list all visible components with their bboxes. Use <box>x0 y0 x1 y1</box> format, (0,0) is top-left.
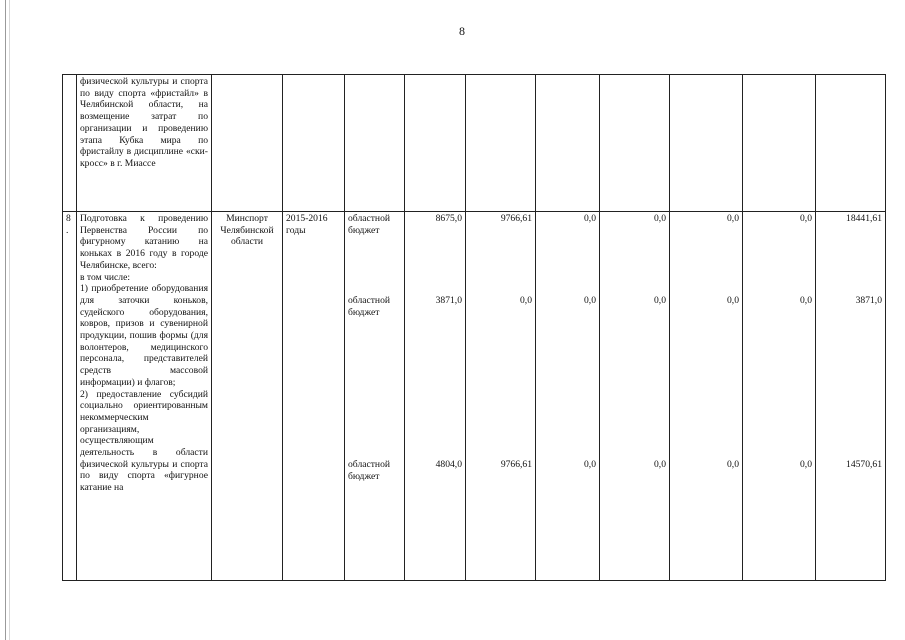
cell-source <box>345 75 405 212</box>
cell-description <box>77 212 212 581</box>
cell-value <box>670 212 743 581</box>
cell-source <box>345 212 405 581</box>
sub1-description: 1) приобретение оборудования для заточки коньков, судейского оборудования, ковров, призов и сувенирной продукции, пошив формы (для волонтеров, медицинского персонала, представителей средств массовой информации) и флагов; <box>80 283 208 388</box>
table-row-8 <box>63 212 886 581</box>
cell-value <box>600 75 670 212</box>
table-row-continuation <box>63 75 886 212</box>
cell-value <box>743 75 816 212</box>
sub2-value-2017: 0,0 <box>584 459 596 470</box>
main-value-2018: 0,0 <box>654 213 666 224</box>
main-value-2016: 9766,61 <box>500 213 532 224</box>
sub2-value-2015: 4804,0 <box>435 459 462 470</box>
main-value-2019: 0,0 <box>727 213 739 224</box>
cell-value <box>816 212 886 581</box>
cell-description: физической культуры и спорта по виду спорта «фристайл» в Челябинской области, на возмещение затрат по организации и проведению этапа Кубка мира по фристайлу в дисциплине «ски-кросс» в г. Миассе <box>77 75 212 212</box>
cell-period <box>283 75 345 212</box>
cell-num <box>63 75 77 212</box>
main-value-2020: 0,0 <box>800 213 812 224</box>
main-value-total: 18441,61 <box>846 213 882 224</box>
sub1-value-2020: 0,0 <box>800 295 812 306</box>
cell-executor: Минспорт Челябинской области <box>212 212 283 581</box>
sub2-value-2016: 9766,61 <box>500 459 532 470</box>
sub2-value-2019: 0,0 <box>727 459 739 470</box>
sub1-value-2018: 0,0 <box>654 295 666 306</box>
sub1-value-2019: 0,0 <box>727 295 739 306</box>
including-label: в том числе: <box>80 271 131 283</box>
sub1-source: областной бюджет <box>348 295 391 318</box>
cell-value <box>536 75 600 212</box>
cell-value <box>670 75 743 212</box>
cell-value <box>466 75 536 212</box>
main-description: Подготовка к проведению Первенства России по фигурному катанию на коньках в 2016 году в городе Челябинске, всего: <box>80 213 208 271</box>
scan-edge-line <box>5 0 6 640</box>
cell-value <box>600 212 670 581</box>
cell-value <box>743 212 816 581</box>
scan-edge-shadow <box>9 0 10 640</box>
cell-period: 2015-2016 годы <box>283 212 345 581</box>
program-table <box>62 74 886 581</box>
sub1-value-total: 3871,0 <box>855 295 882 306</box>
sub1-value-2015: 3871,0 <box>435 295 462 306</box>
sub2-value-2018: 0,0 <box>654 459 666 470</box>
sub2-value-total: 14570,61 <box>846 459 882 470</box>
sub2-description: 2) предоставление субсидий социально ориентированным некоммерческим организациям, осуществляющим деятельность в области физической культуры и спорта по виду спорта «фигурное катание на <box>80 388 208 494</box>
cell-num: 8. <box>63 212 77 581</box>
cell-executor <box>212 75 283 212</box>
sub1-value-2016: 0,0 <box>520 295 532 306</box>
cell-value <box>816 75 886 212</box>
cell-value <box>405 212 466 581</box>
sub2-value-2020: 0,0 <box>800 459 812 470</box>
page-number: 8 <box>459 24 465 38</box>
main-value-2017: 0,0 <box>584 213 596 224</box>
main-source: областной бюджет <box>348 213 391 236</box>
sub1-value-2017: 0,0 <box>584 295 596 306</box>
cell-value <box>466 212 536 581</box>
main-value-2015: 8675,0 <box>435 213 462 224</box>
cell-value <box>536 212 600 581</box>
sub2-source: областной бюджет <box>348 459 391 482</box>
cell-value <box>405 75 466 212</box>
